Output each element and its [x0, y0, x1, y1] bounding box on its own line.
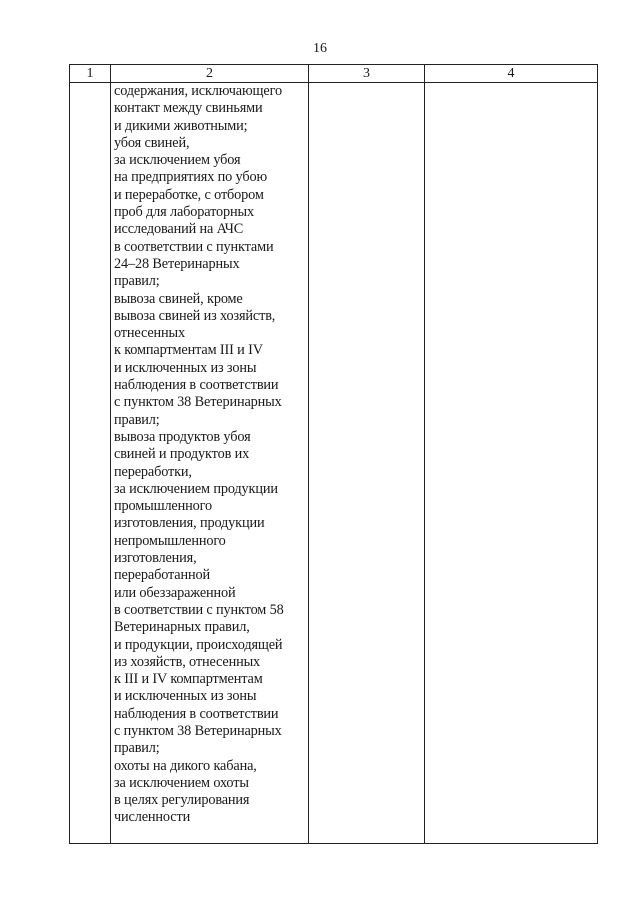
text-line: и дикими животными; — [114, 117, 248, 134]
page-number: 16 — [313, 41, 327, 56]
text-line: за исключением продукции — [114, 480, 278, 497]
text-line: непромышленного — [114, 532, 226, 549]
column-header-1: 1 — [70, 65, 111, 83]
table-header-row — [70, 65, 598, 83]
text-line: с пунктом 38 Ветеринарных — [114, 722, 282, 739]
cell-column-4 — [425, 83, 598, 844]
text-line: исследований на АЧС — [114, 221, 244, 238]
text-line: из хозяйств, отнесенных — [114, 653, 261, 670]
text-line: промышленного — [114, 498, 212, 515]
text-line: в соответствии с пунктом 58 — [114, 601, 284, 618]
text-line: с пунктом 38 Ветеринарных — [114, 394, 282, 411]
text-line: правил; — [114, 273, 160, 290]
column-header-3: 3 — [309, 65, 425, 83]
cell-column-3 — [309, 83, 425, 844]
text-line: в соответствии с пунктами — [114, 238, 274, 255]
column-header-2: 2 — [111, 65, 309, 83]
text-line: убоя свиней, — [114, 134, 190, 151]
text-line: и продукции, происходящей — [114, 636, 283, 653]
text-line: отнесенных — [114, 325, 185, 342]
text-line: численности — [114, 809, 191, 826]
text-line: переработки, — [114, 463, 192, 480]
text-line: наблюдения в соответствии — [114, 377, 279, 394]
cell-text-block — [114, 83, 308, 827]
text-line: и исключенных из зоны — [114, 359, 257, 376]
table-row — [70, 83, 598, 844]
text-line: правил; — [114, 740, 160, 757]
text-line: переработанной — [114, 567, 210, 584]
text-line: за исключением убоя — [114, 152, 241, 169]
text-line: или обеззараженной — [114, 584, 236, 601]
text-line: в целях регулирования — [114, 792, 250, 809]
text-line: вывоза продуктов убоя — [114, 428, 251, 445]
text-line: и переработке, с отбором — [114, 186, 264, 203]
text-line: и исключенных из зоны — [114, 688, 257, 705]
text-line: свиней и продуктов их — [114, 446, 250, 463]
text-line: к компартментам III и IV — [114, 342, 263, 359]
document-table — [69, 64, 598, 844]
cell-column-1 — [70, 83, 111, 844]
cell-column-2 — [111, 83, 309, 844]
text-line: вывоза свиней, кроме — [114, 290, 243, 307]
text-line: наблюдения в соответствии — [114, 705, 279, 722]
text-line: контакт между свиньями — [114, 100, 263, 117]
text-line: проб для лабораторных — [114, 204, 254, 221]
text-line: содержания, исключающего — [114, 83, 282, 99]
text-line: 24–28 Ветеринарных — [114, 255, 240, 272]
text-line: правил; — [114, 411, 160, 428]
text-line: изготовления, продукции — [114, 515, 265, 532]
text-line: вывоза свиней из хозяйств, — [114, 307, 276, 324]
column-header-4: 4 — [425, 65, 598, 83]
text-line: охоты на дикого кабана, — [114, 757, 257, 774]
text-line: изготовления, — [114, 550, 197, 567]
text-line: за исключением охоты — [114, 774, 249, 791]
text-line: к III и IV компартментам — [114, 671, 263, 688]
text-line: Ветеринарных правил, — [114, 619, 250, 636]
text-line: на предприятиях по убою — [114, 169, 268, 186]
